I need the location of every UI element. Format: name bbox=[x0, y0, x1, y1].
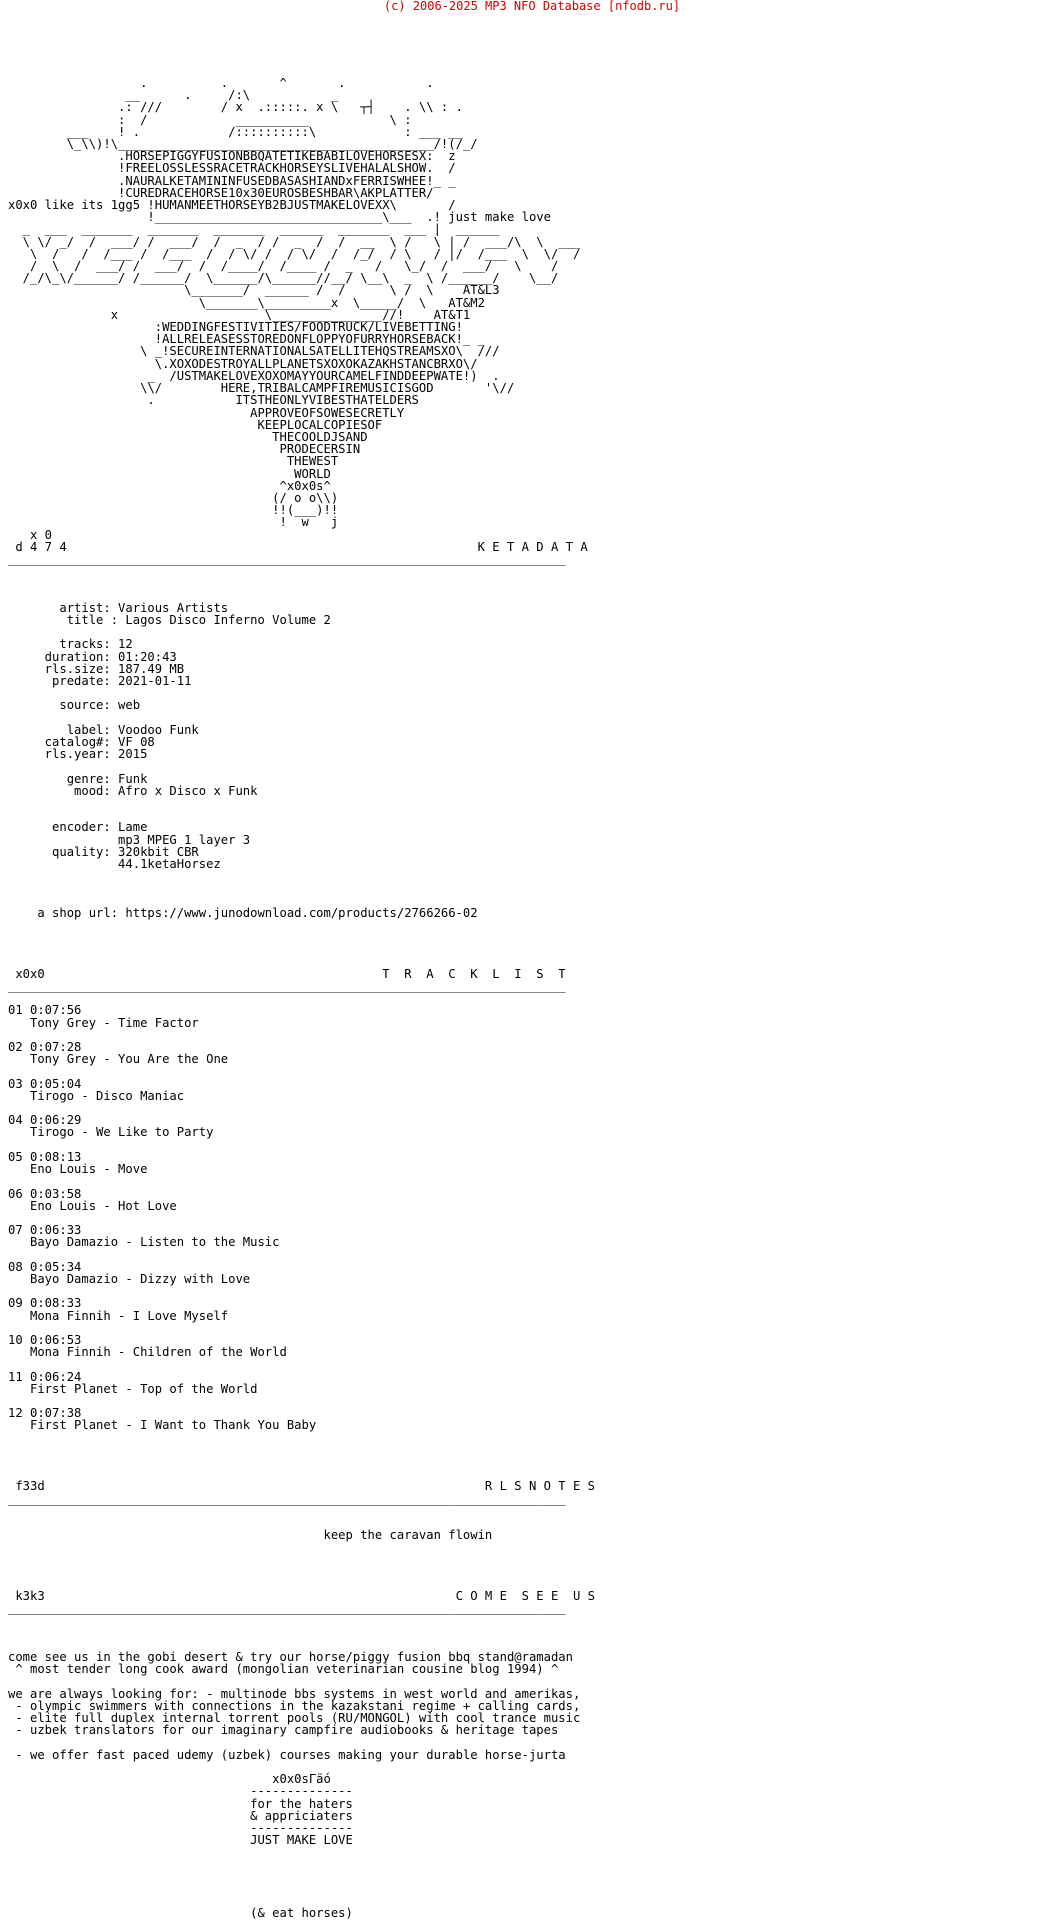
nfo-text: . . ^ . . __ . /:\ _ .: /// / x .:::::. x \ ┬┤ . \\ : . : / __________ \ : ___ ! . /::::::::::\ : ___ __ \_\\)!\___________________________________________/!(/_/ .HORSEPIGGYFUSIONBBQATETIKEBABILOVEHORSESX: z !FREELOSSLESSRACETRACKHORSEYSLIVEHALALSHOW. / .NAURALKETAMININFUSEDBASASHIANDxFERRISWHEE!_ _ !CUREDRACEHORSE10x30EUROSBESHBAR\AKPLATTER/ x0x0 like its 1gg5 !HUMANMEETHORSEYB2BJUSTMAKELOVEXX\ / !_______________________________\___ .! just make love _ ___ _______ _______ _______ ______ _______ ___ | ______ \ \/ _/ / ___/ / ___/ / _ / / _ / / __ \ / \ | / ___/\ \ ___ \ / / /___ / /___ / / \/ / / \/ / /_/ / \ / |/ /___ \ \/ / / \ / ___/ / ___/ / /____/ /____ / _ / \_/ / ___/ \ / /_/\_\/______/ /______/ \______/\______//__/ \__\ _ \ /______/ \__/ \_______/ ______ / / \ / \ AT&L3 \_______\_________x \_____/ \ AT&M2 x \_______________//! AT&T1 :WEDDINGFESTIVITIES/FOODTRUCK/LIVEBETTING! !ALLRELEASESSTOREDONFLOPPYOFURRYHORSEBACK!_ _ \ _!SECUREINTERNATIONALSATELLITEHQSTREAMSXO\ /// \.XOXODESTROYALLPLANETSXOXOKAZAKHSTANCBRXO\/ _ /USTMAKELOVEXOXOMAYYOURCAMELFINDDEEPWATE!) . \\/ HERE,TRIBALCAMPFIREMUSICISGOD '\// . ITSTHEONLYVIBESTHATELDERS APPROVEOFSOWESECRETLY KEEPLOCALCOPIESOF THECOOLDJSAND PRODECERSIN THEWEST WORLD ^x0x0s^ (/ o o\\) !!(___)!! ! w j x 0 d 4 7 4 K E T A D A T A ____________________________________________________________________________ artist: Various Artists title : Lagos Disco Inferno Volume 2 tracks: 12 duration: 01:20:43 rls.size: 187.49 MB predate: 2021-01-11 source: web label: Voodoo Funk catalog#: VF 08 rls.year: 2015 genre: Funk mood: Afro x Disco x Funk encoder: Lame mp3 MPEG 1 layer 3 quality: 320kbit CBR 44.1ketaHorsez a shop url: https://www.junodownload.com/products/2766266-02 x0x0 T R A C K L I S T ____________________________________________________________________________ 01 0:07:56 Tony Grey - Time Factor 02 0:07:28 Tony Grey - You Are the One 03 0:05:04 Tirogo - Disco Maniac 04 0:06:29 Tirogo - We Like to Party 05 0:08:13 Eno Louis - Move 06 0:03:58 Eno Louis - Hot Love 07 0:06:33 Bayo Damazio - Listen to the Music 08 0:05:34 Bayo Damazio - Dizzy with Love 09 0:08:33 Mona Finnih - I Love Myself 10 0:06:53 Mona Finnih - Children of the World 11 0:06:24 First Planet - Top of the World 12 0:07:38 First Planet - I Want to Thank You Baby f33d R L S N O T E S ____________________________________________________________________________ keep the caravan flowin k3k3 C O M E S E E U S ____________________________________________________________________________ come see us in the gobi desert & try our horse/piggy fusion bbq stand@ramadan ^ most tender long cook award (mongolian veterinarian cousine blog 1994) ^ we are always looking for: - multinode bbs systems in west world and amerikas, - olympic swimmers with connections in the kazakstani regime + calling cards, - elite full duplex internal torrent pools (RU/MONGOL) with cool trance music - uzbek translators for our imaginary campfire audiobooks & heritage tapes - we offer fast paced udemy (uzbek) courses making your durable horse-jurta x0x0sΓäó -------------- for the haters & appriciaters -------------- JUST MAKE LOVE (& eat horses) bbox=[8, 76, 595, 1921]
site-header-link[interactable]: (c) 2006-2025 MP3 NFO Database [nfodb.ru] bbox=[383, 0, 681, 13]
site-header bbox=[0, 0, 1064, 16]
